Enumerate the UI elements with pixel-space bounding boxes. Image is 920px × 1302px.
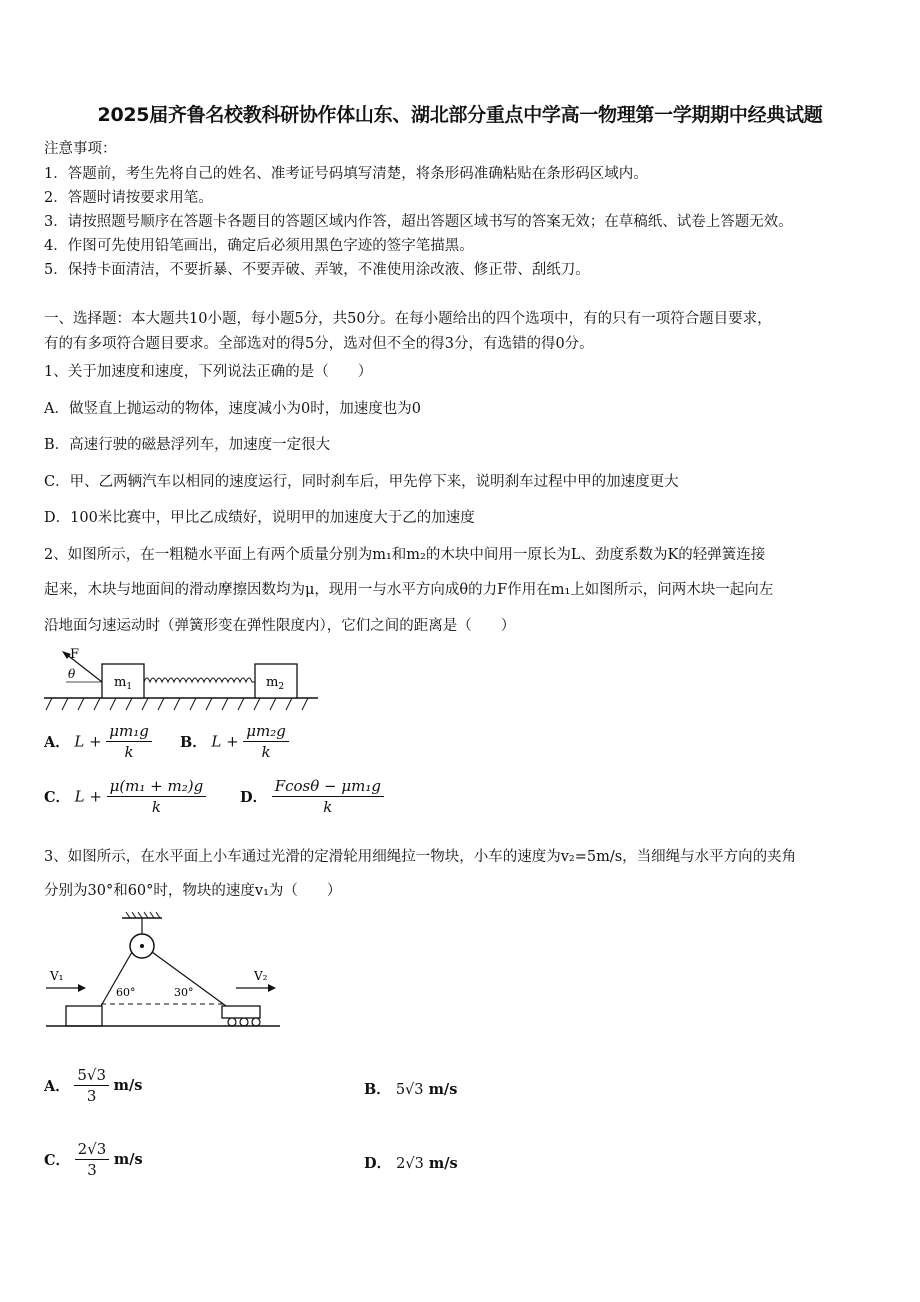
angle-60-label: 60°	[116, 986, 136, 999]
q2-option-b	[180, 722, 289, 761]
q2-a-fraction	[106, 722, 152, 761]
cart	[222, 1006, 260, 1018]
q2-option-a	[44, 722, 152, 761]
q2-b-label: B．	[180, 734, 207, 751]
q2-a-denominator: k	[124, 743, 134, 761]
q2-a-numerator: μm₁g	[106, 722, 152, 742]
q3-a-label: A．	[44, 1078, 70, 1095]
q3-c-numerator: 2√3	[75, 1140, 110, 1160]
q2-c-fraction	[107, 777, 207, 816]
notice-item-3: 3．请按照题号顺序在答题卡各题目的答题区域内作答，超出答题区域书写的答案无效；在草稿纸、试卷上答题无效。	[44, 214, 793, 230]
q1-option-b: B．高速行驶的磁悬浮列车，加速度一定很大	[44, 437, 331, 453]
q3-a-unit: m/s	[113, 1077, 143, 1094]
q2-option-c	[44, 777, 206, 816]
q1-option-a: A．做竖直上抛运动的物体，速度减小为0时，加速度也为0	[44, 401, 421, 417]
q2-d-fraction	[272, 777, 384, 816]
q1-option-c: C．甲、乙两辆汽车以相同的速度运行，同时刹车后，甲先停下来，说明刹车过程中甲的加速度更大	[44, 474, 679, 490]
q2-b-numerator: μm₂g	[243, 722, 289, 742]
q2-b-fraction	[243, 722, 289, 761]
q3-pulley-diagram	[44, 910, 294, 1035]
q2-c-denominator: k	[151, 798, 161, 816]
q3-c-label: C．	[44, 1152, 71, 1169]
spring	[144, 678, 255, 682]
q3-b-value: 5√3	[395, 1082, 424, 1098]
q3-stem-line-1: 3、如图所示，在水平面上小车通过光滑的定滑轮用细绳拉一物块，小车的速度为v₂=5m/s，当细绳与水平方向的夹角	[44, 849, 797, 865]
q3-option-d	[364, 1152, 458, 1173]
q2-c-prefix: L +	[74, 787, 102, 806]
q2-d-label: D．	[240, 789, 268, 806]
q2-c-label: C．	[44, 789, 71, 806]
v2-label: V₂	[254, 969, 268, 983]
section-1-intro-line-1: 一、选择题：本大题共10小题，每小题5分，共50分。在每小题给出的四个选项中，有的只有一项符合题目要求，	[44, 311, 772, 327]
force-label: F	[70, 647, 80, 662]
m2-subscript: 2	[278, 682, 285, 692]
q3-option-c	[44, 1140, 143, 1179]
q3-a-fraction	[74, 1066, 109, 1105]
angle-30-label: 30°	[174, 986, 194, 999]
q3-c-fraction	[75, 1140, 110, 1179]
notice-item-2: 2．答题时请按要求用笔。	[44, 190, 213, 206]
q2-stem-line-2: 起来，木块与地面间的滑动摩擦因数均为μ，现用一与水平方向成θ的力F作用在m₁上如图所示，问两木块一起向左	[44, 582, 774, 598]
q2-b-prefix: L +	[211, 732, 239, 751]
q3-d-value: 2√3	[396, 1156, 424, 1172]
q2-a-label: A．	[44, 734, 70, 751]
q3-option-b	[364, 1078, 457, 1099]
notice-item-5: 5．保持卡面清洁，不要折暴、不要弄破、弄皱，不准使用涂改液、修正带、刮纸刀。	[44, 262, 590, 278]
q1-option-d: D．100米比赛中，甲比乙成绩好，说明甲的加速度大于乙的加速度	[44, 510, 475, 526]
v1-label: V₁	[50, 969, 64, 983]
q2-b-denominator: k	[261, 743, 271, 761]
angle-label: θ	[68, 667, 76, 681]
q2-c-numerator: μ(m₁ + m₂)g	[107, 777, 207, 797]
q3-option-a	[44, 1066, 142, 1105]
q2-option-d	[240, 777, 384, 816]
q3-c-unit: m/s	[113, 1151, 143, 1168]
m1-label: m	[114, 675, 127, 690]
m2-label: m	[266, 675, 279, 690]
q2-d-denominator: k	[323, 798, 333, 816]
notice-item-4: 4．作图可先使用铅笔画出，确定后必须用黑色字迹的签字笔描黑。	[44, 238, 474, 254]
q3-a-denominator: 3	[86, 1087, 97, 1105]
q3-a-numerator: 5√3	[74, 1066, 109, 1086]
q3-d-unit: m/s	[428, 1155, 458, 1172]
q3-stem-line-2: 分别为30°和60°时，物块的速度v₁为（ ）	[44, 883, 342, 899]
q2-stem-line-3: 沿地面匀速运动时（弹簧形变在弹性限度内），它们之间的距离是（ ）	[44, 618, 516, 634]
q2-stem-line-1: 2、如图所示，在一粗糙水平面上有两个质量分别为m₁和m₂的木块中间用一原长为L、劲度系数为K的轻弹簧连接	[44, 547, 766, 563]
block	[66, 1006, 102, 1026]
page-title: 2025届齐鲁名校教科研协作体山东、湖北部分重点中学高一物理第一学期期中经典试题	[97, 104, 823, 126]
notice-item-1: 1．答题前，考生先将自己的姓名、准考证号码填写清楚，将条形码准确粘贴在条形码区域内。	[44, 166, 648, 182]
m1-subscript: 1	[126, 682, 133, 692]
q1-stem: 1、关于加速度和速度，下列说法正确的是（ ）	[44, 364, 373, 380]
q3-d-label: D．	[364, 1155, 392, 1172]
q2-spring-diagram	[44, 646, 324, 716]
notice-heading: 注意事项：	[44, 141, 117, 157]
q3-b-unit: m/s	[428, 1081, 458, 1098]
q3-b-label: B．	[364, 1081, 391, 1098]
section-1-intro-line-2: 有的有多项符合题目要求。全部选对的得5分，选对但不全的得3分，有选错的得0分。	[44, 336, 594, 352]
q3-c-denominator: 3	[87, 1161, 97, 1179]
q2-a-prefix: L +	[74, 732, 102, 751]
q2-d-numerator: Fcosθ − μm₁g	[272, 777, 384, 797]
